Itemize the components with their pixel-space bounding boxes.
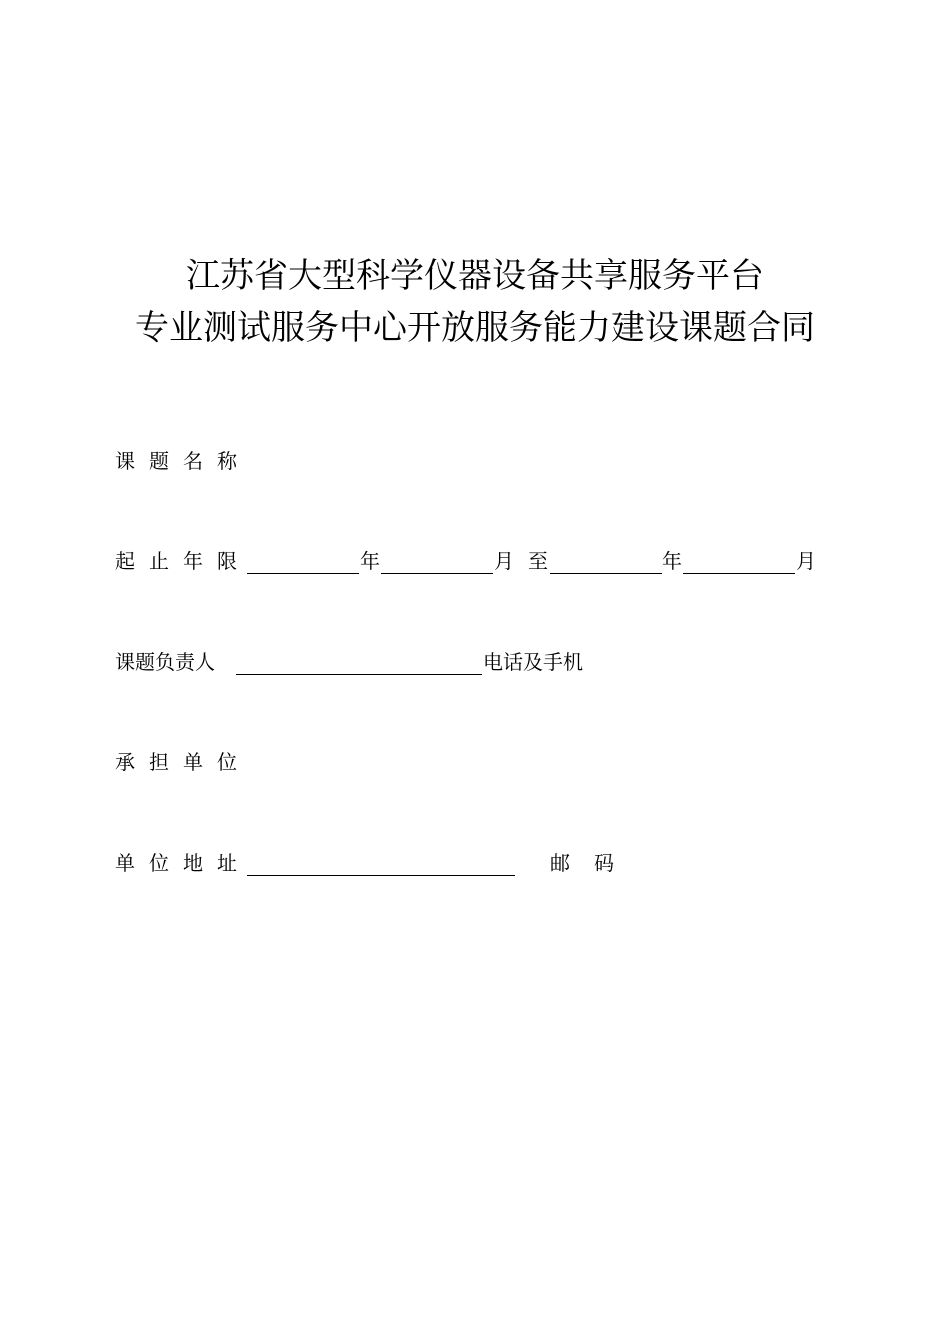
address-row [115,848,835,878]
organization-row [115,747,835,777]
period-row [115,546,835,576]
leader-label: 课题负责人 [115,650,215,674]
address-field[interactable] [247,875,515,876]
start-year-unit: 年 [360,549,380,573]
document-title-line-1: 江苏省大型科学仪器设备共享服务平台 [186,256,764,296]
leader-row [115,647,835,677]
end-year-unit: 年 [662,549,682,573]
project-name-row [115,446,835,476]
phone-label: 电话及手机 [483,650,583,674]
end-month-field[interactable] [683,573,795,574]
project-name-label: 课题名称 [115,449,251,473]
leader-name-field[interactable] [236,674,482,675]
start-year-field[interactable] [247,573,359,574]
end-month-unit: 月 [796,549,816,573]
period-label: 起止年限 [115,549,251,573]
address-label: 单位地址 [115,851,251,875]
period-to-label: 至 [528,549,548,573]
postcode-label: 邮码 [550,851,638,875]
document-title-line-2: 专业测试服务中心开放服务能力建设课题合同 [135,308,815,348]
organization-label: 承担单位 [115,750,251,774]
start-month-field[interactable] [381,573,493,574]
start-month-unit: 月 [494,549,514,573]
end-year-field[interactable] [550,573,662,574]
